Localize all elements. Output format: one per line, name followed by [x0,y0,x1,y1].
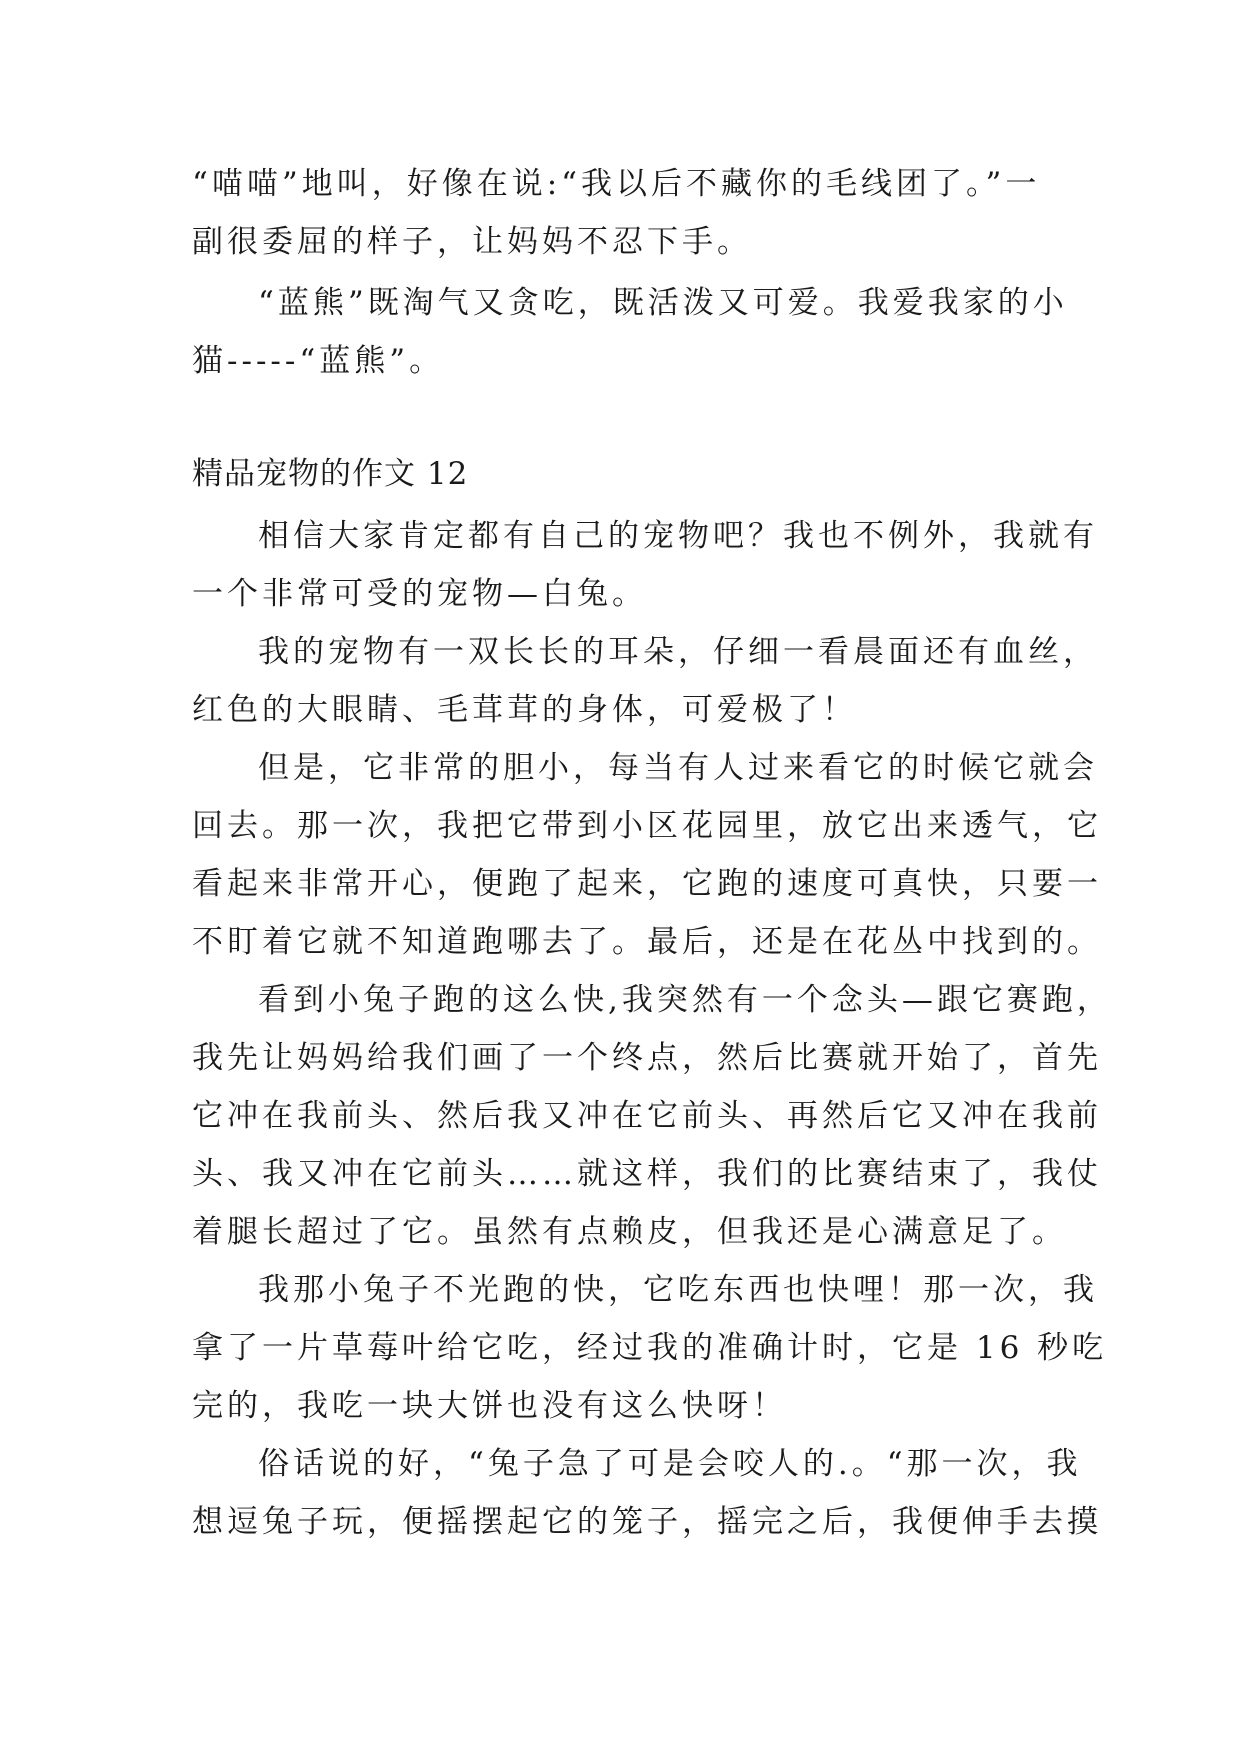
text-line: 我的宠物有一双长长的耳朵，仔细一看晨面还有血丝， [258,634,1098,670]
text-line: 我先让妈妈给我们画了一个终点，然后比赛就开始了，首先 [192,1040,1102,1076]
text-line: 相信大家肯定都有自己的宠物吧？我也不例外，我就有 [258,518,1098,554]
text-line: “蓝熊”既淘气又贪吃，既活泼又可爱。我爱我家的小 [258,285,1068,321]
text-line: 它冲在我前头、然后我又冲在它前头、再然后它又冲在我前 [192,1098,1102,1134]
section-heading: 精品宠物的作文 12 [192,456,469,492]
text-line: 猫-----“蓝熊”。 [192,343,445,379]
text-line: 我那小兔子不光跑的快，它吃东西也快哩！那一次，我 [258,1272,1098,1308]
text-line: 看起来非常开心，便跑了起来，它跑的速度可真快，只要一 [192,866,1102,902]
text-line: 看到小兔子跑的这么快,我突然有一个念头—跟它赛跑， [258,982,1112,1018]
text-line: 着腿长超过了它。虽然有点赖皮，但我还是心满意足了。 [192,1214,1067,1250]
text-line: 头、我又冲在它前头……就这样，我们的比赛结束了，我仗 [192,1156,1102,1192]
text-line: 一个非常可受的宠物—白兔。 [192,576,647,612]
text-line: 完的，我吃一块大饼也没有这么快呀！ [192,1388,787,1424]
text-line: “喵喵”地叫，好像在说:“我以后不藏你的毛线团了。”一 [192,166,1041,202]
text-line: 俗话说的好，“兔子急了可是会咬人的.。“那一次，我 [258,1446,1082,1482]
text-line: 回去。那一次，我把它带到小区花园里，放它出来透气，它 [192,808,1102,844]
text-line: 不盯着它就不知道跑哪去了。最后，还是在花丛中找到的。 [192,924,1102,960]
text-line: 红色的大眼睛、毛茸茸的身体，可爱极了！ [192,692,857,728]
text-line: 但是，它非常的胆小，每当有人过来看它的时候它就会 [258,750,1098,786]
text-line: 副很委屈的样子，让妈妈不忍下手。 [192,224,752,260]
text-line: 想逗兔子玩，便摇摆起它的笼子，摇完之后，我便伸手去摸 [192,1504,1102,1540]
text-line: 拿了一片草莓叶给它吃，经过我的准确计时，它是 16 秒吃 [192,1330,1108,1366]
